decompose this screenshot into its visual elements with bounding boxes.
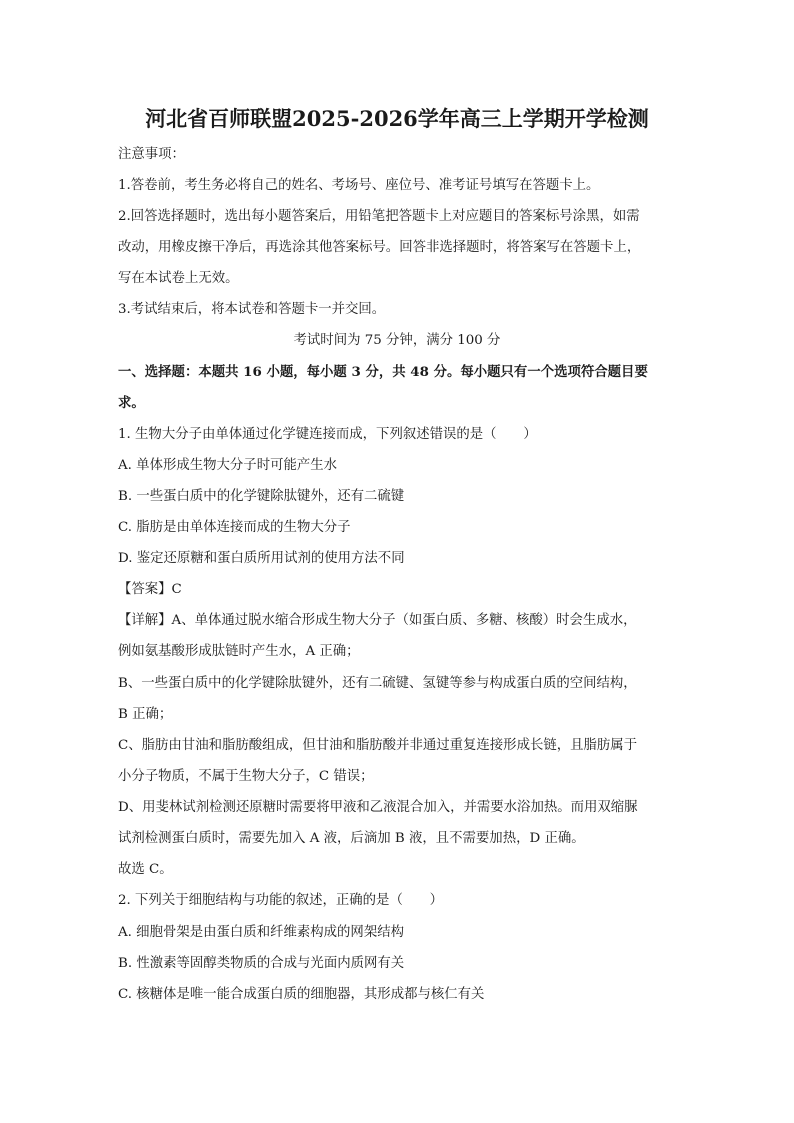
- q2-option-b: B. 性激素等固醇类物质的合成与光面内质网有关: [118, 956, 405, 971]
- q2-option-c: C. 核糖体是唯一能合成蛋白质的细胞器，其形成都与核仁有关: [118, 987, 485, 1002]
- q1-detail-line-3: B、一些蛋白质中的化学键除肽键外，还有二硫键、氢键等参与构成蛋白质的空间结构，: [118, 676, 637, 691]
- q1-stem: 1. 生物大分子由单体通过化学键连接而成，下列叙述错误的是（ ）: [118, 427, 537, 442]
- q1-detail-line-6: 小分子物质，不属于生物大分子，C 错误；: [118, 769, 374, 784]
- q1-detail-line-2: 例如氨基酸形成肽链时产生水，A 正确；: [118, 644, 360, 659]
- q1-option-b: B. 一些蛋白质中的化学键除肽键外，还有二硫键: [118, 489, 405, 504]
- q1-detail-line-4: B 正确；: [118, 707, 173, 722]
- exam-info: 考试时间为 75 分钟，满分 100 分: [293, 333, 501, 348]
- notice-item-3: 3.考试结束后，将本试卷和答题卡一并交回。: [118, 302, 386, 317]
- q1-answer: 【答案】C: [118, 582, 182, 597]
- exam-title: 河北省百师联盟2025-2026学年高三上学期开学检测: [145, 106, 649, 131]
- q1-conclusion: 故选 C。: [118, 862, 173, 877]
- q1-detail-line-5: C、脂肪由甘油和脂肪酸组成，但甘油和脂肪酸并非通过重复连接形成长链，且脂肪属于: [118, 738, 638, 753]
- notice-item-2-line-1: 2.回答选择题时，选出每小题答案后，用铅笔把答题卡上对应题目的答案标号涂黑，如需: [118, 209, 640, 224]
- notice-item-2-line-3: 写在本试卷上无效。: [118, 271, 239, 286]
- notice-heading: 注意事项：: [118, 147, 185, 162]
- q1-detail-line-8: 试剂检测蛋白质时，需要先加入 A 液，后滴加 B 液，且不需要加热，D 正确。: [118, 831, 585, 846]
- section-1-heading-line-2: 求。: [118, 395, 145, 411]
- notice-item-1: 1.答卷前，考生务必将自己的姓名、考场号、座位号、准考证号填写在答题卡上。: [118, 178, 600, 193]
- q1-option-d: D. 鉴定还原糖和蛋白质所用试剂的使用方法不同: [118, 551, 405, 566]
- q2-stem: 2. 下列关于细胞结构与功能的叙述，正确的是（ ）: [118, 893, 444, 908]
- q1-detail-line-1: 【详解】A、单体通过脱水缩合形成生物大分子（如蛋白质、多糖、核酸）时会生成水，: [118, 613, 637, 628]
- q1-option-a: A. 单体形成生物大分子时可能产生水: [118, 458, 338, 473]
- q1-option-c: C. 脂肪是由单体连接而成的生物大分子: [118, 520, 351, 535]
- notice-item-2-line-2: 改动，用橡皮擦干净后，再选涂其他答案标号。回答非选择题时，将答案写在答题卡上，: [118, 240, 641, 255]
- q2-option-a: A. 细胞骨架是由蛋白质和纤维素构成的网架结构: [118, 925, 404, 940]
- section-1-heading-line-1: 一、选择题：本题共 16 小题，每小题 3 分，共 48 分。每小题只有一个选项符合题目要: [118, 364, 648, 380]
- q1-detail-line-7: D、用斐林试剂检测还原糖时需要将甲液和乙液混合加入，并需要水浴加热。而用双缩脲: [118, 800, 638, 815]
